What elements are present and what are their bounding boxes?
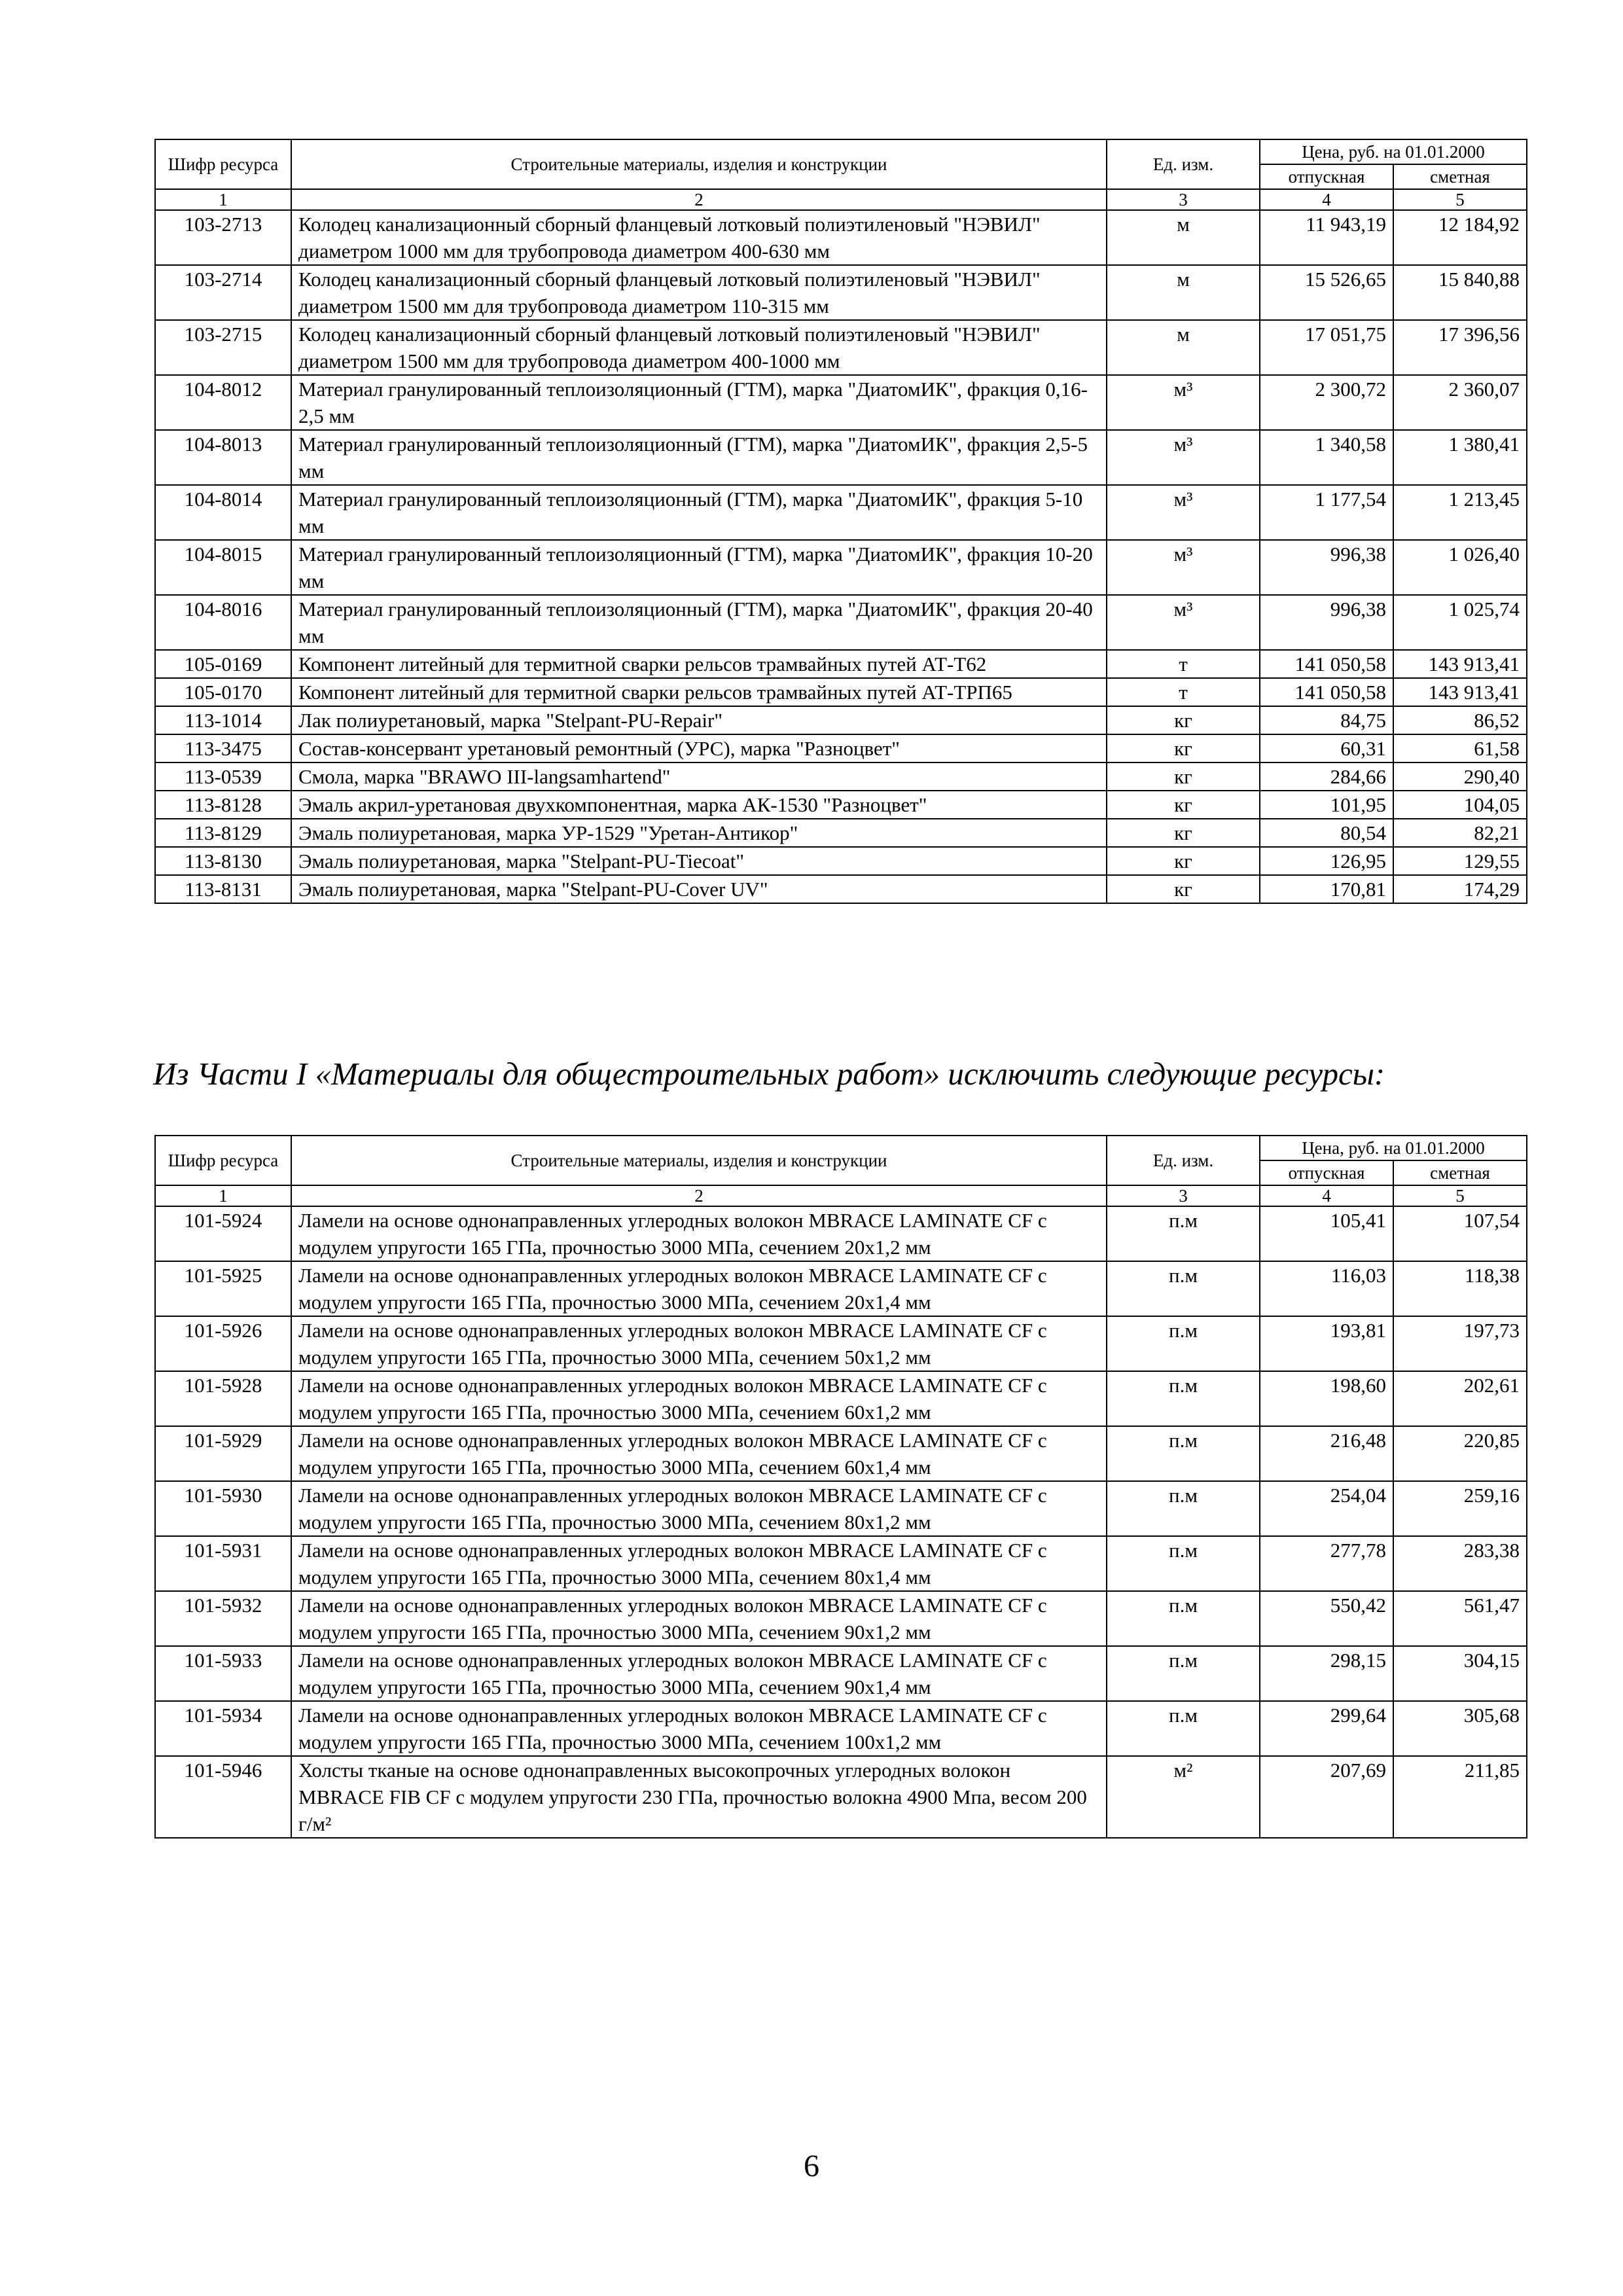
resource-table-1 bbox=[154, 139, 1527, 904]
table-row bbox=[155, 375, 1527, 430]
price-estimate: 15 840,88 bbox=[1393, 265, 1527, 320]
header-price: Цена, руб. на 01.01.2000 bbox=[1260, 139, 1527, 164]
price-release: 277,78 bbox=[1260, 1536, 1393, 1591]
table-2-body bbox=[155, 1206, 1527, 1838]
resource-name: Ламели на основе однонаправленных углеродных волокон MBRACE LAMINATE CF с модулем упругости 165 ГПа, прочностью 3000 МПа, сечением 90х1,2 мм bbox=[291, 1591, 1107, 1646]
resource-unit: кг bbox=[1107, 762, 1260, 791]
header-release: отпускная bbox=[1260, 164, 1393, 189]
price-release: 105,41 bbox=[1260, 1206, 1393, 1261]
table-row bbox=[155, 1206, 1527, 1261]
resource-code: 101-5928 bbox=[155, 1371, 291, 1426]
table-row bbox=[155, 1481, 1527, 1536]
resource-code: 101-5932 bbox=[155, 1591, 291, 1646]
table-row bbox=[155, 485, 1527, 540]
resource-code: 104-8013 bbox=[155, 430, 291, 485]
resource-code: 104-8015 bbox=[155, 540, 291, 595]
resource-code: 104-8014 bbox=[155, 485, 291, 540]
table-row bbox=[155, 1591, 1527, 1646]
resource-name: Ламели на основе однонаправленных углеродных волокон MBRACE LAMINATE CF с модулем упругости 165 ГПа, прочностью 3000 МПа, сечением 90х1,4 мм bbox=[291, 1646, 1107, 1701]
header-release: отпускная bbox=[1260, 1160, 1393, 1185]
price-estimate: 12 184,92 bbox=[1393, 210, 1527, 265]
table-row bbox=[155, 678, 1527, 706]
table-row bbox=[155, 1426, 1527, 1481]
header-code: Шифр ресурса bbox=[155, 1136, 291, 1185]
price-estimate: 17 396,56 bbox=[1393, 320, 1527, 375]
col-number: 2 bbox=[291, 1185, 1107, 1206]
resource-unit: п.м bbox=[1107, 1316, 1260, 1371]
resource-code: 105-0170 bbox=[155, 678, 291, 706]
price-estimate: 259,16 bbox=[1393, 1481, 1527, 1536]
table-row bbox=[155, 210, 1527, 265]
resource-unit: п.м bbox=[1107, 1206, 1260, 1261]
resource-name: Холсты тканые на основе однонаправленных высокопрочных углеродных волокон MBRACE FIB CF с модулем упругости 230 ГПа, прочностью волокна 4900 Мпа, весом 200 г/м² bbox=[291, 1756, 1107, 1838]
price-estimate: 304,15 bbox=[1393, 1646, 1527, 1701]
resource-code: 103-2713 bbox=[155, 210, 291, 265]
table-row bbox=[155, 762, 1527, 791]
resource-code: 104-8012 bbox=[155, 375, 291, 430]
price-estimate: 561,47 bbox=[1393, 1591, 1527, 1646]
resource-unit: п.м bbox=[1107, 1701, 1260, 1756]
price-release: 996,38 bbox=[1260, 540, 1393, 595]
price-release: 84,75 bbox=[1260, 706, 1393, 734]
section-heading: Из Части I «Материалы для общестроительных работ» исключить следующие ресурсы: bbox=[153, 1056, 1385, 1092]
resource-unit: м bbox=[1107, 320, 1260, 375]
resource-name: Эмаль акрил-уретановая двухкомпонентная, марка АК-1530 "Разноцвет" bbox=[291, 791, 1107, 819]
header-estimate: сметная bbox=[1393, 1160, 1527, 1185]
table-row bbox=[155, 650, 1527, 678]
header-name: Строительные материалы, изделия и конструкции bbox=[291, 139, 1107, 189]
table-1-body bbox=[155, 210, 1527, 903]
resource-name: Ламели на основе однонаправленных углеродных волокон MBRACE LAMINATE CF с модулем упругости 165 ГПа, прочностью 3000 МПа, сечением 80х1,4 мм bbox=[291, 1536, 1107, 1591]
resource-name: Лак полиуретановый, марка "Stelpant-PU-Repair" bbox=[291, 706, 1107, 734]
header-unit: Ед. изм. bbox=[1107, 139, 1260, 189]
resource-unit: п.м bbox=[1107, 1536, 1260, 1591]
table-row bbox=[155, 320, 1527, 375]
price-release: 298,15 bbox=[1260, 1646, 1393, 1701]
price-release: 126,95 bbox=[1260, 847, 1393, 875]
price-estimate: 290,40 bbox=[1393, 762, 1527, 791]
resource-name: Эмаль полиуретановая, марка "Stelpant-PU-Tiecoat" bbox=[291, 847, 1107, 875]
col-number: 5 bbox=[1393, 1185, 1527, 1206]
resource-name: Ламели на основе однонаправленных углеродных волокон MBRACE LAMINATE CF с модулем упругости 165 ГПа, прочностью 3000 МПа, сечением 100х1,2 мм bbox=[291, 1701, 1107, 1756]
table-row bbox=[155, 540, 1527, 595]
resource-unit: м³ bbox=[1107, 595, 1260, 650]
resource-code: 101-5924 bbox=[155, 1206, 291, 1261]
price-estimate: 202,61 bbox=[1393, 1371, 1527, 1426]
resource-unit: кг bbox=[1107, 706, 1260, 734]
price-estimate: 104,05 bbox=[1393, 791, 1527, 819]
resource-unit: м bbox=[1107, 210, 1260, 265]
resource-name: Материал гранулированный теплоизоляционный (ГТМ), марка "ДиатомИК", фракция 20-40 мм bbox=[291, 595, 1107, 650]
resource-code: 101-5933 bbox=[155, 1646, 291, 1701]
resource-code: 113-1014 bbox=[155, 706, 291, 734]
table-row bbox=[155, 1371, 1527, 1426]
resource-unit: м³ bbox=[1107, 540, 1260, 595]
price-release: 193,81 bbox=[1260, 1316, 1393, 1371]
price-release: 17 051,75 bbox=[1260, 320, 1393, 375]
resource-unit: кг bbox=[1107, 791, 1260, 819]
table-row bbox=[155, 791, 1527, 819]
col-number: 3 bbox=[1107, 189, 1260, 210]
header-price: Цена, руб. на 01.01.2000 bbox=[1260, 1136, 1527, 1160]
price-release: 141 050,58 bbox=[1260, 650, 1393, 678]
resource-code: 113-8130 bbox=[155, 847, 291, 875]
price-release: 299,64 bbox=[1260, 1701, 1393, 1756]
resource-name: Материал гранулированный теплоизоляционный (ГТМ), марка "ДиатомИК", фракция 10-20 мм bbox=[291, 540, 1107, 595]
resource-name: Эмаль полиуретановая, марка УР-1529 "Уретан-Антикор" bbox=[291, 819, 1107, 847]
resource-name: Материал гранулированный теплоизоляционный (ГТМ), марка "ДиатомИК", фракция 5-10 мм bbox=[291, 485, 1107, 540]
resource-code: 101-5925 bbox=[155, 1261, 291, 1316]
col-number: 2 bbox=[291, 189, 1107, 210]
resource-name: Компонент литейный для термитной сварки рельсов трамвайных путей АТ-ТРП65 bbox=[291, 678, 1107, 706]
resource-unit: м³ bbox=[1107, 375, 1260, 430]
resource-name: Ламели на основе однонаправленных углеродных волокон MBRACE LAMINATE CF с модулем упругости 165 ГПа, прочностью 3000 МПа, сечением 50х1,2 мм bbox=[291, 1316, 1107, 1371]
table-row bbox=[155, 734, 1527, 762]
resource-name: Ламели на основе однонаправленных углеродных волокон MBRACE LAMINATE CF с модулем упругости 165 ГПа, прочностью 3000 МПа, сечением 80х1,2 мм bbox=[291, 1481, 1107, 1536]
price-release: 170,81 bbox=[1260, 875, 1393, 903]
price-estimate: 1 213,45 bbox=[1393, 485, 1527, 540]
price-release: 116,03 bbox=[1260, 1261, 1393, 1316]
col-number: 4 bbox=[1260, 1185, 1393, 1206]
table-row bbox=[155, 847, 1527, 875]
resource-code: 113-8131 bbox=[155, 875, 291, 903]
price-estimate: 86,52 bbox=[1393, 706, 1527, 734]
resource-code: 101-5934 bbox=[155, 1701, 291, 1756]
resource-name: Ламели на основе однонаправленных углеродных волокон MBRACE LAMINATE CF с модулем упругости 165 ГПа, прочностью 3000 МПа, сечением 60х1,4 мм bbox=[291, 1426, 1107, 1481]
price-estimate: 118,38 bbox=[1393, 1261, 1527, 1316]
price-release: 198,60 bbox=[1260, 1371, 1393, 1426]
resource-name: Колодец канализационный сборный фланцевый лотковый полиэтиленовый "НЭВИЛ" диаметром 1500 мм для трубопровода диаметром 400-1000 мм bbox=[291, 320, 1107, 375]
resource-code: 101-5929 bbox=[155, 1426, 291, 1481]
resource-unit: п.м bbox=[1107, 1591, 1260, 1646]
header-unit: Ед. изм. bbox=[1107, 1136, 1260, 1185]
resource-code: 113-0539 bbox=[155, 762, 291, 791]
price-release: 1 177,54 bbox=[1260, 485, 1393, 540]
price-release: 2 300,72 bbox=[1260, 375, 1393, 430]
price-release: 207,69 bbox=[1260, 1756, 1393, 1838]
resource-code: 101-5931 bbox=[155, 1536, 291, 1591]
price-estimate: 143 913,41 bbox=[1393, 650, 1527, 678]
resource-name: Ламели на основе однонаправленных углеродных волокон MBRACE LAMINATE CF с модулем упругости 165 ГПа, прочностью 3000 МПа, сечением 20х1,2 мм bbox=[291, 1206, 1107, 1261]
resource-code: 113-8128 bbox=[155, 791, 291, 819]
resource-name: Ламели на основе однонаправленных углеродных волокон MBRACE LAMINATE CF с модулем упругости 165 ГПа, прочностью 3000 МПа, сечением 60х1,2 мм bbox=[291, 1371, 1107, 1426]
price-estimate: 197,73 bbox=[1393, 1316, 1527, 1371]
resource-code: 105-0169 bbox=[155, 650, 291, 678]
resource-name: Эмаль полиуретановая, марка "Stelpant-PU-Cover UV" bbox=[291, 875, 1107, 903]
table-row bbox=[155, 875, 1527, 903]
resource-code: 101-5946 bbox=[155, 1756, 291, 1838]
table-row bbox=[155, 1756, 1527, 1838]
price-estimate: 82,21 bbox=[1393, 819, 1527, 847]
price-estimate: 107,54 bbox=[1393, 1206, 1527, 1261]
price-release: 141 050,58 bbox=[1260, 678, 1393, 706]
price-estimate: 305,68 bbox=[1393, 1701, 1527, 1756]
page-number: 6 bbox=[804, 2149, 819, 2183]
resource-unit: кг bbox=[1107, 875, 1260, 903]
table-row bbox=[155, 1646, 1527, 1701]
price-release: 11 943,19 bbox=[1260, 210, 1393, 265]
resource-code: 101-5926 bbox=[155, 1316, 291, 1371]
resource-code: 104-8016 bbox=[155, 595, 291, 650]
resource-unit: м² bbox=[1107, 1756, 1260, 1838]
resource-code: 113-3475 bbox=[155, 734, 291, 762]
resource-code: 113-8129 bbox=[155, 819, 291, 847]
resource-code: 101-5930 bbox=[155, 1481, 291, 1536]
price-estimate: 211,85 bbox=[1393, 1756, 1527, 1838]
price-estimate: 143 913,41 bbox=[1393, 678, 1527, 706]
table-row bbox=[155, 1316, 1527, 1371]
resource-name: Колодец канализационный сборный фланцевый лотковый полиэтиленовый "НЭВИЛ" диаметром 1500 мм для трубопровода диаметром 110-315 мм bbox=[291, 265, 1107, 320]
resource-unit: п.м bbox=[1107, 1371, 1260, 1426]
resource-unit: м bbox=[1107, 265, 1260, 320]
resource-name: Ламели на основе однонаправленных углеродных волокон MBRACE LAMINATE CF с модулем упругости 165 ГПа, прочностью 3000 МПа, сечением 20х1,4 мм bbox=[291, 1261, 1107, 1316]
price-release: 216,48 bbox=[1260, 1426, 1393, 1481]
table-row bbox=[155, 706, 1527, 734]
price-release: 15 526,65 bbox=[1260, 265, 1393, 320]
col-number: 3 bbox=[1107, 1185, 1260, 1206]
resource-unit: п.м bbox=[1107, 1481, 1260, 1536]
resource-unit: т bbox=[1107, 678, 1260, 706]
resource-name: Компонент литейный для термитной сварки рельсов трамвайных путей АТ-Т62 bbox=[291, 650, 1107, 678]
header-estimate: сметная bbox=[1393, 164, 1527, 189]
price-estimate: 174,29 bbox=[1393, 875, 1527, 903]
resource-name: Колодец канализационный сборный фланцевый лотковый полиэтиленовый "НЭВИЛ" диаметром 1000 мм для трубопровода диаметром 400-630 мм bbox=[291, 210, 1107, 265]
resource-unit: т bbox=[1107, 650, 1260, 678]
price-release: 550,42 bbox=[1260, 1591, 1393, 1646]
table-row bbox=[155, 265, 1527, 320]
col-number: 5 bbox=[1393, 189, 1527, 210]
price-estimate: 61,58 bbox=[1393, 734, 1527, 762]
col-number: 1 bbox=[155, 1185, 291, 1206]
resource-unit: кг bbox=[1107, 847, 1260, 875]
price-release: 60,31 bbox=[1260, 734, 1393, 762]
price-release: 254,04 bbox=[1260, 1481, 1393, 1536]
price-estimate: 1 026,40 bbox=[1393, 540, 1527, 595]
resource-name: Материал гранулированный теплоизоляционный (ГТМ), марка "ДиатомИК", фракция 2,5-5 мм bbox=[291, 430, 1107, 485]
price-estimate: 1 380,41 bbox=[1393, 430, 1527, 485]
resource-name: Состав-консервант уретановый ремонтный (УРС), марка "Разноцвет" bbox=[291, 734, 1107, 762]
resource-unit: кг bbox=[1107, 734, 1260, 762]
resource-code: 103-2714 bbox=[155, 265, 291, 320]
price-estimate: 2 360,07 bbox=[1393, 375, 1527, 430]
table-row bbox=[155, 595, 1527, 650]
price-release: 1 340,58 bbox=[1260, 430, 1393, 485]
price-estimate: 129,55 bbox=[1393, 847, 1527, 875]
col-number: 4 bbox=[1260, 189, 1393, 210]
resource-unit: м³ bbox=[1107, 485, 1260, 540]
resource-unit: м³ bbox=[1107, 430, 1260, 485]
price-estimate: 220,85 bbox=[1393, 1426, 1527, 1481]
table-row bbox=[155, 430, 1527, 485]
table-row bbox=[155, 1536, 1527, 1591]
header-code: Шифр ресурса bbox=[155, 139, 291, 189]
col-number: 1 bbox=[155, 189, 291, 210]
price-release: 80,54 bbox=[1260, 819, 1393, 847]
header-name: Строительные материалы, изделия и конструкции bbox=[291, 1136, 1107, 1185]
price-estimate: 1 025,74 bbox=[1393, 595, 1527, 650]
resource-code: 103-2715 bbox=[155, 320, 291, 375]
price-estimate: 283,38 bbox=[1393, 1536, 1527, 1591]
table-row bbox=[155, 1261, 1527, 1316]
resource-unit: п.м bbox=[1107, 1261, 1260, 1316]
resource-unit: кг bbox=[1107, 819, 1260, 847]
resource-name: Материал гранулированный теплоизоляционный (ГТМ), марка "ДиатомИК", фракция 0,16-2,5 мм bbox=[291, 375, 1107, 430]
price-release: 284,66 bbox=[1260, 762, 1393, 791]
price-release: 101,95 bbox=[1260, 791, 1393, 819]
table-row bbox=[155, 819, 1527, 847]
resource-table-2 bbox=[154, 1135, 1527, 1839]
resource-unit: п.м bbox=[1107, 1646, 1260, 1701]
price-release: 996,38 bbox=[1260, 595, 1393, 650]
resource-name: Смола, марка "BRAWO III-langsamhartend" bbox=[291, 762, 1107, 791]
table-row bbox=[155, 1701, 1527, 1756]
resource-unit: п.м bbox=[1107, 1426, 1260, 1481]
